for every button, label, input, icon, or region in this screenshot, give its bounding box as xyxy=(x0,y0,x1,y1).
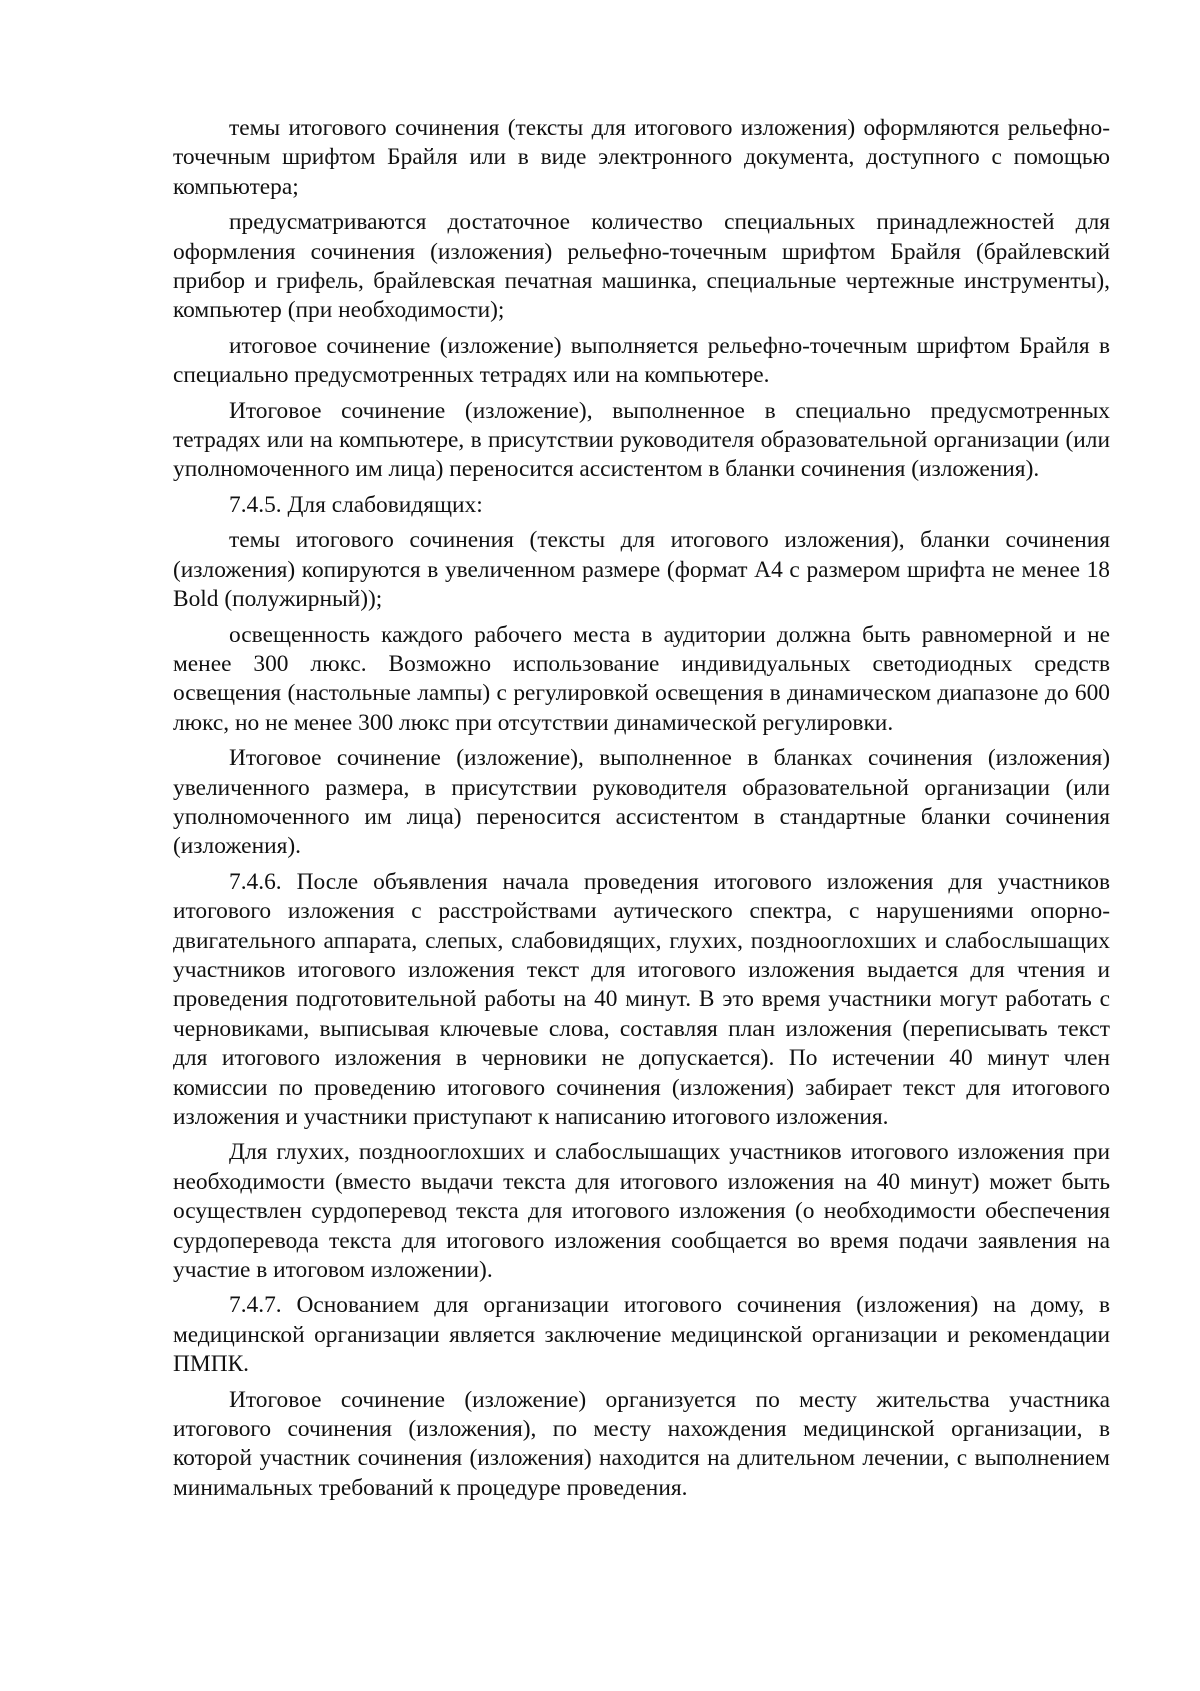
paragraph-7-4-6: 7.4.6. После объявления начала проведения итогового изложения для участников итогового изложения с расстройствами аутического спектра, с нарушениями опорно-двигательного аппарата, слепых, слабовидящих, глухих, позднооглохших и слабослышащих участников итогового изложения текст для итогового изложения выдается для чтения и проведения подготовительной работы на 40 минут. В это время участники могут работать с черновиками, выписывая ключевые слова, составляя план изложения (переписывать текст для итогового изложения в черновики не допускается). По истечении 40 минут член комиссии по проведению итогового сочинения (изложения) забирает текст для итогового изложения и участники приступают к написанию итогового изложения. xyxy=(173,868,1110,1130)
paragraph-braille-topics: темы итогового сочинения (тексты для итогового изложения) оформляются рельефно-точечным шрифтом Брайля или в виде электронного документа, доступного с помощью компьютера; xyxy=(173,115,1110,200)
document-body xyxy=(173,114,1110,1509)
paragraph-low-vision-lighting: освещенность каждого рабочего места в аудитории должна быть равномерной и не менее 300 люкс. Возможно использование индивидуальных светодиодных средств освещения (настольные лампы) с регулировкой освещения в динамическом диапазоне до 600 люкс, но не менее 300 люкс при отсутствии динамической регулировки. xyxy=(173,621,1110,736)
paragraph-braille-execution: итоговое сочинение (изложение) выполняется рельефно-точечным шрифтом Брайля в специально предусмотренных тетрадях или на компьютере. xyxy=(173,332,1110,389)
paragraph-7-4-7: 7.4.7. Основанием для организации итогового сочинения (изложения) на дому, в медицинской организации является заключение медицинской организации и рекомендации ПМПК. xyxy=(173,1292,1110,1378)
paragraph-home-organization: Итоговое сочинение (изложение) организуется по месту жительства участника итогового сочинения (изложения), по месту нахождения медицинской организации, в которой участник сочинения (изложения) находится на длительном лечении, с выполнением минимальных требований к процедуре проведения. xyxy=(173,1386,1110,1501)
paragraph-braille-accessories: предусматриваются достаточное количество специальных принадлежностей для оформления сочинения (изложения) рельефно-точечным шрифтом Брайля (брайлевский прибор и грифель, брайлевская печатная машинка, специальные чертежные инструменты), компьютер (при необходимости); xyxy=(173,209,1110,324)
paragraph-low-vision-copies: темы итогового сочинения (тексты для итогового изложения), бланки сочинения (изложения) копируются в увеличенном размере (формат А4 с размером шрифта не менее 18 Bold (полужирный)); xyxy=(173,527,1110,613)
paragraph-deaf-sign-language: Для глухих, позднооглохших и слабослышащих участников итогового изложения при необходимости (вместо выдачи текста для итогового изложения на 40 минут) может быть осуществлен сурдоперевод текста для итогового изложения (о необходимости обеспечения сурдоперевода текста для итогового изложения сообщается во время подачи заявления на участие в итоговом изложении). xyxy=(173,1139,1110,1284)
section-heading-7-4-5: 7.4.5. Для слабовидящих: xyxy=(229,491,483,518)
paragraph-low-vision-transfer: Итоговое сочинение (изложение), выполненное в бланках сочинения (изложения) увеличенного размера, в присутствии руководителя образовательной организации (или уполномоченного им лица) переносится ассистентом в стандартные бланки сочинения (изложения). xyxy=(173,745,1110,860)
paragraph-braille-transfer: Итоговое сочинение (изложение), выполненное в специально предусмотренных тетрадях или на компьютере, в присутствии руководителя образовательной организации (или уполномоченного им лица) переносится ассистентом в бланки сочинения (изложения). xyxy=(173,397,1110,483)
